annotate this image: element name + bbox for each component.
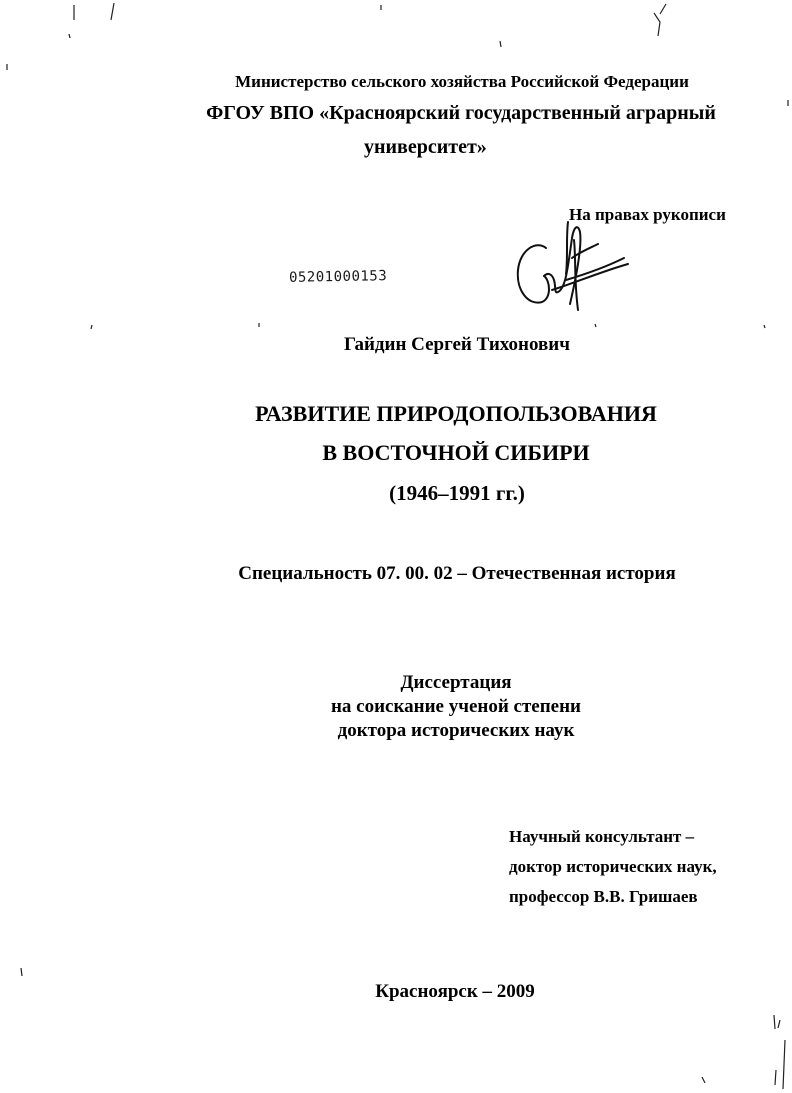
degree-line2: доктора исторических наук xyxy=(337,720,575,741)
city-and-year: Красноярск – 2009 xyxy=(375,981,535,1002)
consultant-role: Научный консультант – xyxy=(509,827,695,846)
manuscript-rights-note: На правах рукописи xyxy=(569,205,726,224)
consultant-name: профессор В.В. Гришаев xyxy=(509,887,698,906)
specialty-code: Специальность 07. 00. 02 – Отечественная история xyxy=(238,563,676,584)
author-signature xyxy=(508,218,632,316)
inventory-stamp-number: 05201000153 xyxy=(288,268,388,286)
university-name-line2: университет» xyxy=(364,136,487,158)
dissertation-title-years: (1946–1991 гг.) xyxy=(389,481,525,505)
scientific-consultant-block xyxy=(509,822,717,912)
degree-line1: на соискание ученой степени xyxy=(330,696,581,717)
dissertation-title-line2: В ВОСТОЧНОЙ СИБИРИ xyxy=(322,440,590,465)
dissertation-title-line1: РАЗВИТИЕ ПРИРОДОПОЛЬЗОВАНИЯ xyxy=(255,401,657,426)
ministry-name: Министерство сельского хозяйства Российской Федерации xyxy=(235,72,689,91)
author-name: Гайдин Сергей Тихонович xyxy=(344,334,570,355)
university-name-line1: ФГОУ ВПО «Красноярский государственный аграрный xyxy=(206,102,716,124)
consultant-degree: доктор исторических наук, xyxy=(509,857,717,876)
dissertation-type: Диссертация xyxy=(400,672,512,693)
